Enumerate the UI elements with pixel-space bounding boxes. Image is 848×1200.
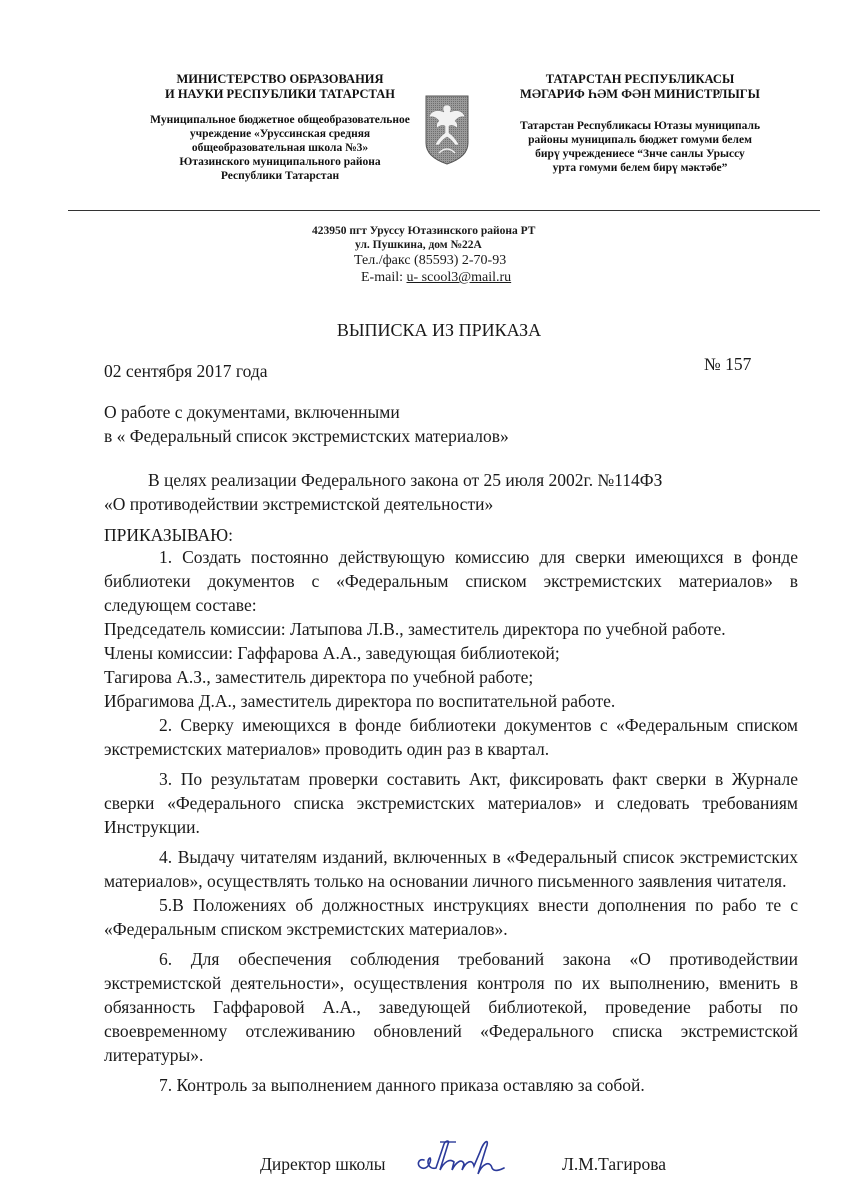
- school-line: районы муниципаль бюджет гомуми белем: [528, 134, 752, 146]
- school-line: бирү учреждениесе “Знче санлы Урыссу: [535, 148, 745, 160]
- coat-of-arms-emblem: [425, 95, 469, 165]
- subject-line: в « Федеральный список экстремистских материалов»: [104, 426, 509, 446]
- preamble-line: «О противодействии экстремистской деятельности»: [104, 494, 494, 514]
- school-line: Муниципальное бюджетное общеобразовательное: [150, 114, 410, 126]
- school-line: Татарстан Республикасы Ютазы муниципаль: [519, 120, 761, 132]
- school-line: урта гомуми белем бирү мәктәбе”: [552, 162, 728, 174]
- ministry-line: ТАТАРСТАН РЕСПУБЛИКАСЫ: [545, 72, 735, 86]
- order-item-1: 1. Создать постоянно действующую комиссию для сверки имеющихся в фонде библиотеки документов с «Федеральным списком экстремистских материалов» в следующем составе:: [104, 547, 798, 615]
- ministry-line: И НАУКИ РЕСПУБЛИКИ ТАТАРСТАН: [164, 87, 396, 101]
- header-divider: [68, 210, 820, 211]
- handwritten-signature: [410, 1130, 520, 1180]
- commission-chairman: Председатель комиссии: Латыпова Л.В., заместитель директора по учебной работе.: [104, 619, 726, 639]
- header-left: [130, 72, 430, 183]
- order-word: ПРИКАЗЫВАЮ:: [104, 525, 233, 545]
- address-block: [300, 224, 620, 286]
- address-line: 423950 пгт Уруссу Ютазинского района РТ: [312, 225, 536, 237]
- ministry-name-tt: [480, 72, 800, 102]
- order-body: [104, 545, 798, 1097]
- signature-position: Директор школы: [260, 1154, 386, 1174]
- school-line: Ютазинского муниципального района: [179, 156, 381, 168]
- document-title: ВЫПИСКА ИЗ ПРИКАЗА: [336, 320, 542, 340]
- order-item-3: 3. По результатам проверки составить Акт, фиксировать факт сверки в Журнале сверки «Федерального списка экстремистских материалов» и следовать требованиям Инструкции.: [104, 769, 798, 837]
- subject-line: О работе с документами, включенными: [104, 402, 400, 422]
- email-label: E-mail:: [361, 270, 407, 285]
- school-line: Республики Татарстан: [220, 170, 340, 182]
- order-item-5: 5.В Положениях об должностных инструкциях внести дополнения по рабо те с «Федеральным списком экстремистских материалов».: [104, 895, 798, 939]
- school-name-tt: [480, 119, 800, 175]
- document-subject: [104, 400, 509, 448]
- school-name-ru: [130, 113, 430, 183]
- document-date: 02 сентября 2017 года: [104, 361, 268, 381]
- preamble: [104, 468, 662, 516]
- signatory-name: Л.М.Тагирова: [562, 1154, 667, 1174]
- email-link[interactable]: u- scool3@mail.ru: [406, 270, 512, 285]
- order-item-7: 7. Контроль за выполнением данного приказа оставляю за собой.: [159, 1075, 645, 1095]
- email-line: [300, 269, 620, 286]
- phone-fax: Тел./факс (85593) 2-70-93: [354, 253, 507, 268]
- ministry-line: МИНИСТЕРСТВО ОБРАЗОВАНИЯ: [176, 72, 384, 86]
- order-item-6: 6. Для обеспечения соблюдения требований закона «О противодействии экстремистской деятельности», осуществления контроля по их выполнению, вменить в обязанность Гаффаровой А.А., заведующей библиотекой, проведение работы по своевременному отслеживанию обновлений «Федерального списка экстремистской литературы».: [104, 949, 798, 1065]
- order-item-2: 2. Сверку имеющихся в фонде библиотеки документов с «Федеральным списком экстремистских материалов» проводить один раз в квартал.: [104, 715, 798, 759]
- preamble-line: В целях реализации Федерального закона от 25 июля 2002г. №114ФЗ: [148, 470, 663, 490]
- school-line: учреждение «Уруссинская средняя: [189, 128, 371, 140]
- commission-member: Члены комиссии: Гаффарова А.А., заведующая библиотекой;: [104, 643, 560, 663]
- commission-member: Ибрагимова Д.А., заместитель директора по воспитательной работе.: [104, 691, 616, 711]
- address-line: ул. Пушкина, дом №22А: [355, 239, 482, 251]
- ministry-name-ru: [130, 72, 430, 102]
- school-line: общеобразовательная школа №3»: [191, 142, 369, 154]
- commission-member: Тагирова А.З., заместитель директора по учебной работе;: [104, 667, 534, 687]
- header-right: [480, 72, 800, 175]
- document-number: № 157: [704, 354, 752, 374]
- order-item-4: 4. Выдачу читателям изданий, включенных в «Федеральный список экстремистских материалов», осуществлять только на основании личного письменного заявления читателя.: [104, 847, 798, 891]
- ministry-line: МӘГАРИФ ҺӘМ ФӘН МИНИСТРЛЫГЫ: [520, 87, 760, 101]
